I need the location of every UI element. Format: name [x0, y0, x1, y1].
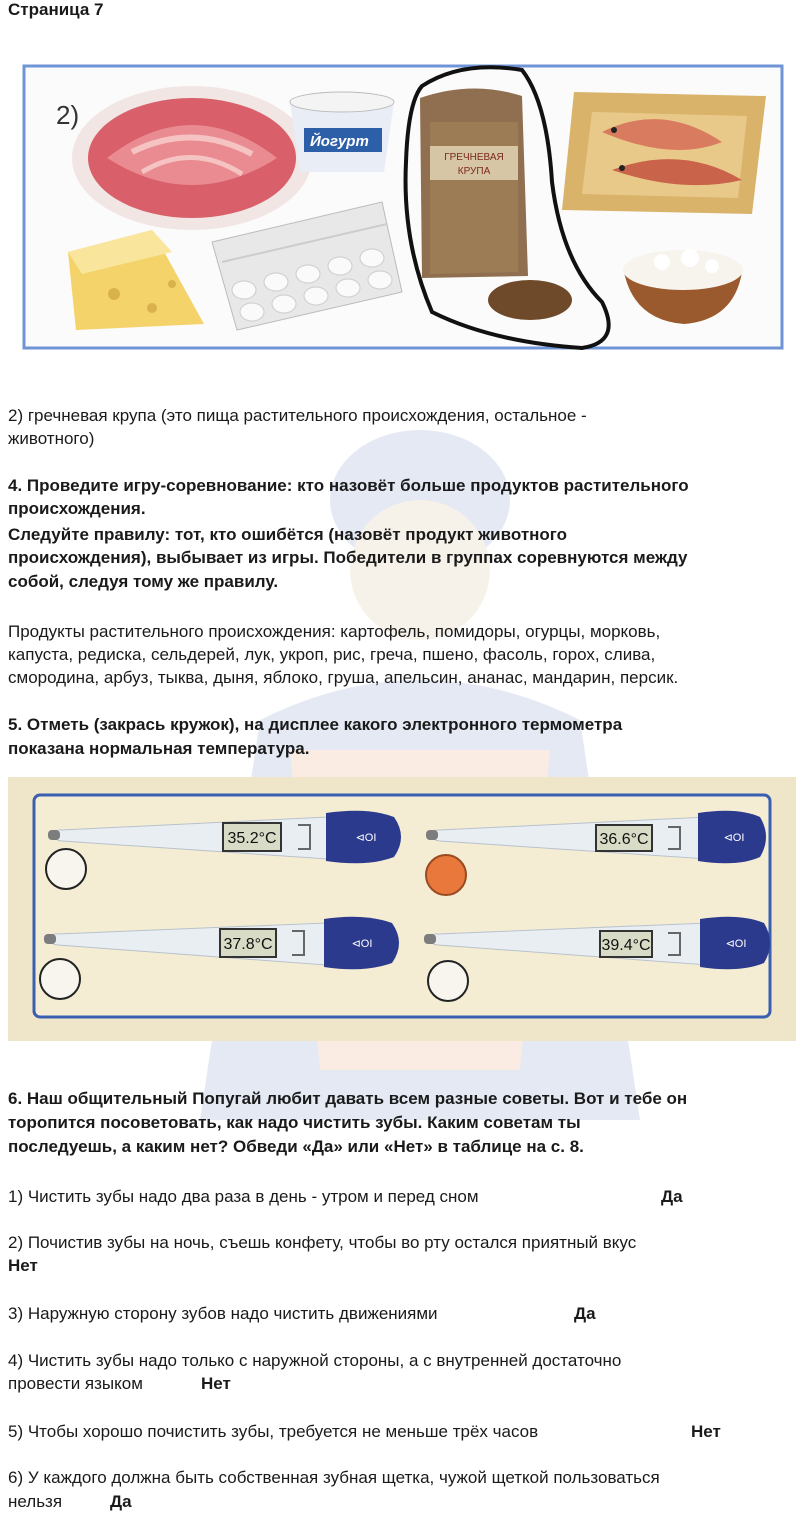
advice-3-text: 3) Наружную сторону зубов надо чистить движениями — [8, 1304, 438, 1323]
thermometer-2-brand: ⊲OI — [723, 832, 745, 844]
advice-6-text2: нельзя — [8, 1492, 63, 1511]
advice-6-answer: Да — [110, 1492, 132, 1511]
task6-line3: последуешь, а каким нет? Обведи «Да» или «Нет» в таблице на с. 8. — [8, 1137, 584, 1156]
task6-line2: торопится посоветовать, как надо чистить зубы. Каким советам ты — [8, 1113, 581, 1132]
fish-basket — [562, 92, 766, 214]
task4-line3: Следуйте правилу: тот, кто ошибётся (назовёт продукт животного — [8, 525, 568, 544]
task4-line4: происхождения), выбывает из игры. Победители в группах соревнуются между — [8, 548, 688, 567]
yogurt-cup — [290, 92, 394, 172]
thermometer-3-circle — [40, 959, 80, 999]
advice-5-answer: Нет — [691, 1422, 721, 1441]
thermometers-image — [8, 777, 796, 1041]
buckwheat-label-2: КРУПА — [457, 166, 491, 177]
meat-plate — [72, 86, 312, 230]
image-number-label: 2) — [56, 100, 80, 130]
buckwheat-label-1: ГРЕЧНЕВАЯ — [444, 152, 504, 163]
advice-2-text: 2) Почистив зубы на ночь, съешь конфету, чтобы во рту остался приятный вкус — [8, 1233, 637, 1252]
page-title: Страница 7 — [8, 0, 104, 19]
answer-4-line1: Продукты растительного происхождения: картофель, помидоры, огурцы, морковь, — [8, 622, 661, 641]
task4-line5: собой, следуя тому же правилу. — [8, 572, 279, 591]
answer-2-line1: 2) гречневая крупа (это пища растительного происхождения, остальное - — [8, 406, 587, 425]
advice-4-answer: Нет — [201, 1374, 231, 1393]
food-products-image — [22, 62, 784, 352]
thermometer-4-brand: ⊲OI — [725, 938, 747, 950]
advice-2-answer: Нет — [8, 1256, 38, 1275]
task5-line1: 5. Отметь (закрась кружок), на дисплее какого электронного термометра — [8, 715, 623, 734]
thermometer-4-circle — [428, 961, 468, 1001]
task4-line2: происхождения. — [8, 499, 146, 518]
answer-2-line2: животного) — [8, 429, 95, 448]
thermometer-1-reading: 35.2°C — [227, 830, 277, 847]
advice-1-answer: Да — [661, 1187, 683, 1206]
task5-line2: показана нормальная температура. — [8, 739, 310, 758]
thermometer-1-circle — [46, 849, 86, 889]
answer-4-line2: капуста, редиска, сельдерей, лук, укроп, рис, греча, пшено, фасоль, горох, слива, — [8, 645, 656, 664]
advice-4-text: 4) Чистить зубы надо только с наружной стороны, а с внутренней достаточно — [8, 1351, 622, 1370]
thermometer-4-reading: 39.4°C — [601, 937, 651, 954]
thermometer-3-brand: ⊲OI — [351, 938, 373, 950]
thermometer-1-brand: ⊲OI — [355, 832, 377, 844]
thermometer-3-reading: 37.8°C — [223, 936, 273, 953]
advice-4-text2: провести языком — [8, 1374, 143, 1393]
advice-6-text: 6) У каждого должна быть собственная зубная щетка, чужой щеткой пользоваться — [8, 1468, 660, 1487]
advice-1-text: 1) Чистить зубы надо два раза в день - утром и перед сном — [8, 1187, 479, 1206]
task4-line1: 4. Проведите игру-соревнование: кто назовёт больше продуктов растительного — [8, 476, 689, 495]
advice-3-answer: Да — [574, 1304, 596, 1323]
answer-4-line3: смородина, арбуз, тыква, дыня, яблоко, груша, апельсин, ананас, мандарин, персик. — [8, 668, 679, 687]
thermometer-2-reading: 36.6°C — [599, 831, 649, 848]
thermometer-2-circle-marked — [426, 855, 466, 895]
yogurt-label: Йогурт — [310, 133, 369, 150]
advice-5-text: 5) Чтобы хорошо почистить зубы, требуется не меньше трёх часов — [8, 1422, 539, 1441]
task6-line1: 6. Наш общительный Попугай любит давать всем разные советы. Вот и тебе он — [8, 1089, 688, 1108]
